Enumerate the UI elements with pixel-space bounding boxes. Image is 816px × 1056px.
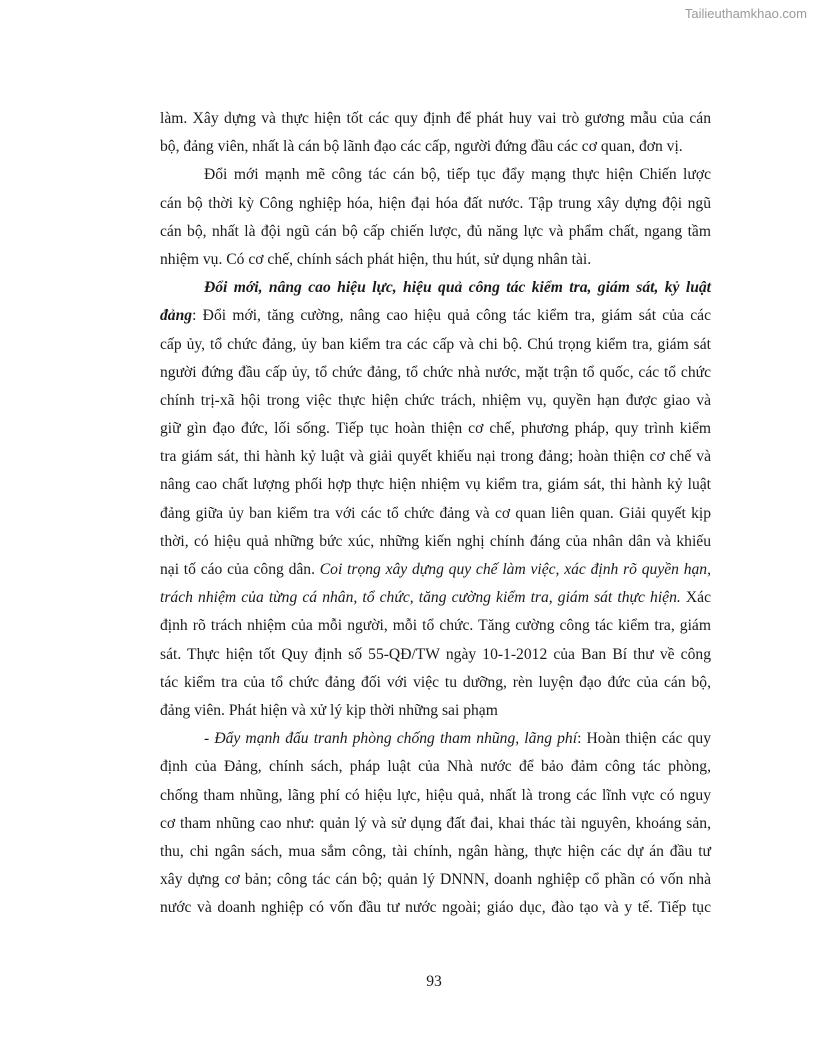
text-line: trách nhiệm của từng cá nhân, tổ chức, tăng cường kiểm tra, giám sát thực hiện. Xác bbox=[160, 589, 711, 607]
text-line: đảng: Đổi mới, tăng cường, nâng cao hiệu quả công tác kiểm tra, giám sát của các bbox=[160, 307, 711, 325]
text-line: sát. Thực hiện tốt Quy định số 55-QĐ/TW ngày 10-1-2012 của Ban Bí thư về công bbox=[160, 645, 711, 663]
text-line: cán bộ, nhất là đội ngũ cán bộ cấp chiến lược, đủ năng lực và phẩm chất, ngang tầm bbox=[160, 222, 711, 240]
text-line: người đứng đầu cấp ủy, tổ chức đảng, tổ chức nhà nước, mặt trận tổ quốc, các tổ chức bbox=[160, 363, 711, 381]
text-line: Đổi mới mạnh mẽ công tác cán bộ, tiếp tục đẩy mạng thực hiện Chiến lược bbox=[204, 166, 711, 184]
text-line: bộ, đảng viên, nhất là cán bộ lãnh đạo các cấp, người đứng đầu các cơ quan, đơn vị. bbox=[160, 138, 683, 156]
text-line: nước và doanh nghiệp có vốn đầu tư nước ngoài; giáo dục, đào tạo và y tế. Tiếp tục bbox=[160, 899, 711, 917]
text-line: nâng cao chất lượng phối hợp thực hiện nhiệm vụ kiểm tra, giám sát, thi hành kỷ luật bbox=[160, 476, 711, 494]
section-heading: Đổi mới, nâng cao hiệu lực, hiệu quả công tác kiểm tra, giám sát, kỷ luật bbox=[204, 279, 711, 297]
italic-heading: Đẩy mạnh đấu tranh phòng chống tham nhũng, lãng phí bbox=[214, 730, 578, 748]
text-line: thời, có hiệu quả những bức xúc, những kiến nghị chính đáng của nhân dân và khiếu bbox=[160, 532, 711, 550]
text-line: giữ gìn đạo đức, lối sống. Tiếp tục hoàn thiện cơ chế, phương pháp, quy trình kiểm bbox=[160, 420, 711, 438]
section-heading: đảng bbox=[160, 307, 193, 325]
italic-text: Coi trọng xây dựng quy chế làm việc, xác định rõ quyền hạn, bbox=[319, 561, 712, 578]
text-line: cơ tham nhũng cao như: quản lý và sử dụng đất đai, khai thác tài nguyên, khoáng sản, bbox=[160, 814, 711, 832]
text-line: thu, chi ngân sách, mua sắm công, tài chính, ngân hàng, thực hiện các dự án đầu tư bbox=[160, 842, 711, 860]
text-line: xây dựng cơ bản; công tác cán bộ; quản lý DNNN, doanh nghiệp cổ phần có vốn nhà bbox=[160, 871, 711, 889]
text-line: định rõ trách nhiệm của mỗi người, mỗi tổ chức. Tăng cường công tác kiểm tra, giám bbox=[160, 617, 711, 635]
text-line: cấp ủy, tổ chức đảng, ủy ban kiểm tra các cấp và chi bộ. Chú trọng kiểm tra, giám sát bbox=[160, 335, 711, 353]
page-body bbox=[160, 105, 711, 922]
italic-text: trách nhiệm của từng cá nhân, tổ chức, tăng cường kiểm tra, giám sát thực hiện. bbox=[160, 589, 681, 607]
text-line: đảng giữa ủy ban kiểm tra với các tổ chức đảng và cơ quan liên quan. Giải quyết kịp bbox=[160, 504, 711, 522]
text-line: - Đẩy mạnh đấu tranh phòng chống tham nhũng, lãng phí: Hoàn thiện các quy bbox=[204, 730, 711, 748]
text-line: tác kiểm tra của tổ chức đảng đối với việc tu dưỡng, rèn luyện đạo đức của cán bộ, bbox=[160, 673, 711, 691]
site-watermark: Tailieuthamkhao.com bbox=[684, 6, 807, 21]
text-line: chính trị-xã hội trong việc thực hiện chức trách, nhiệm vụ, quyền hạn được giao và bbox=[160, 391, 711, 409]
text-line: nại tố cáo của công dân. Coi trọng xây dựng quy chế làm việc, xác định rõ quyền hạn, bbox=[160, 561, 712, 578]
page-number: 93 bbox=[426, 973, 442, 990]
text-line: nhiệm vụ. Có cơ chế, chính sách phát hiện, thu hút, sử dụng nhân tài. bbox=[160, 250, 592, 268]
text-line: cán bộ thời kỳ Công nghiệp hóa, hiện đại hóa đất nước. Tập trung xây dựng đội ngũ bbox=[160, 194, 711, 212]
text-line: tra giám sát, thi hành kỷ luật và giải quyết khiếu nại trong đảng; hoàn thiện cơ chế và bbox=[160, 448, 711, 466]
text-line: định của Đảng, chính sách, pháp luật của Nhà nước để bảo đảm công tác phòng, bbox=[160, 758, 711, 776]
text-line: chống tham nhũng, lãng phí có hiệu lực, hiệu quả, nhất là trong các lĩnh vực có nguy bbox=[160, 786, 711, 804]
section-heading-line bbox=[160, 274, 711, 302]
text-line: đảng viên. Phát hiện và xử lý kịp thời những sai phạm bbox=[160, 701, 498, 719]
text-line: làm. Xây dựng và thực hiện tốt các quy định để phát huy vai trò gương mẫu của cán bbox=[160, 110, 711, 127]
